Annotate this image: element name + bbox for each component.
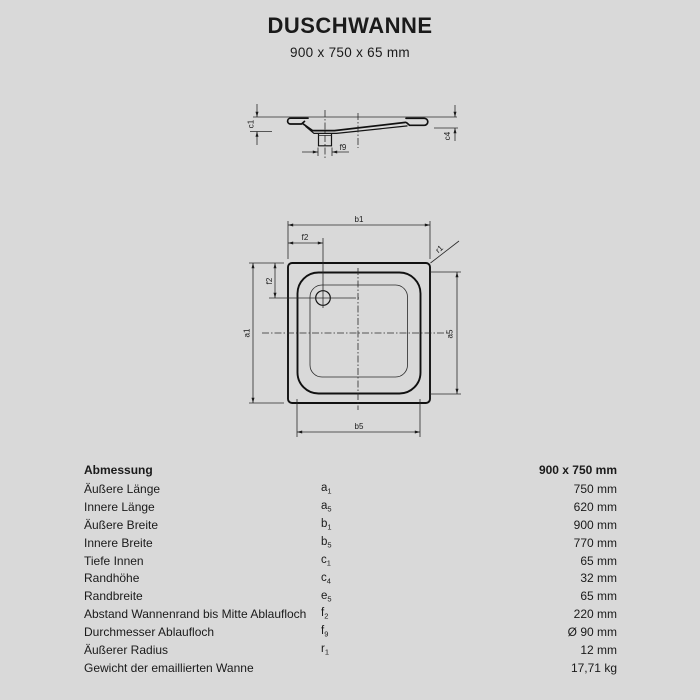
table-row [84, 623, 617, 641]
dimension-label: Tiefe Innen [84, 553, 144, 568]
table-row [84, 641, 617, 659]
dimension-symbol: $f_9$ [321, 625, 329, 639]
dim-label-f2-v: f2 [265, 277, 275, 285]
dimension-symbol: $c_4$ [321, 571, 331, 586]
dimension-value: 900 mm [573, 517, 617, 532]
dimension-value: 17,71 kg [570, 660, 617, 675]
dimension-symbol: $a_5$ [321, 500, 332, 514]
dimension-label: Äußere Länge [84, 481, 161, 496]
dimension-label: Randhöhe [84, 571, 140, 586]
dim-label-b1: b1 [354, 215, 364, 224]
dimension-value: Ø 90 mm [567, 625, 617, 640]
dim-label-c4: c4 [443, 131, 453, 141]
table-row [84, 480, 617, 498]
table-row [84, 659, 617, 677]
dim-label-c1: c1 [246, 119, 256, 129]
table-row [84, 587, 617, 605]
dimension-value: 12 mm [580, 642, 617, 657]
top-view-drawing [238, 210, 470, 458]
dimension-label: Abstand Wannenrand bis Mitte Ablaufloch [84, 607, 307, 622]
dim-label-f9: f9 [339, 143, 347, 152]
dim-label-b5: b5 [354, 422, 364, 431]
table-row [84, 552, 617, 570]
table-header-label: Abmessung [84, 462, 153, 477]
dimension-label: Innere Länge [84, 499, 155, 514]
dimension-symbol: $e_5$ [321, 589, 332, 604]
table-row [84, 569, 617, 587]
dimension-value: 770 mm [573, 535, 617, 550]
dimension-symbol: $b_1$ [321, 517, 332, 532]
table-row [84, 534, 617, 552]
dimension-label: Durchmesser Ablaufloch [84, 625, 215, 640]
dimension-label: Äußere Breite [84, 517, 159, 532]
dim-label-a1: a1 [242, 328, 252, 338]
dimension-value: 65 mm [580, 553, 617, 568]
dimension-value: 220 mm [573, 607, 617, 622]
dimension-label: Äußerer Radius [84, 642, 169, 657]
dimension-value: 620 mm [573, 499, 617, 514]
dimension-label: Innere Breite [84, 535, 153, 550]
dimension-symbol: $r_1$ [321, 643, 330, 657]
dimension-value: 32 mm [580, 571, 617, 586]
table-row [84, 605, 617, 623]
dimension-symbol: $b_5$ [321, 535, 332, 550]
dimension-label: Randbreite [84, 589, 143, 604]
dimension-value: 65 mm [580, 589, 617, 604]
dimension-symbol: $f_2$ [321, 607, 329, 621]
dimension-label: Gewicht der emaillierten Wanne [84, 660, 254, 675]
dimension-symbol: $c_1$ [321, 553, 331, 568]
dim-label-f2-h: f2 [301, 233, 309, 242]
page-title: DUSCHWANNE [267, 13, 433, 38]
page-subtitle: 900 x 750 x 65 mm [290, 45, 410, 60]
dimension-symbol: $a_1$ [321, 482, 332, 496]
side-view-drawing [238, 92, 466, 176]
table-row [84, 498, 617, 516]
table-header-value: 900 x 750 mm [538, 462, 617, 477]
dimension-table [84, 459, 617, 677]
dim-label-r1: r1 [433, 243, 445, 255]
dim-label-a5: a5 [445, 329, 455, 339]
table-row [84, 516, 617, 534]
table-header-row [84, 459, 617, 480]
dimension-value: 750 mm [573, 481, 617, 496]
